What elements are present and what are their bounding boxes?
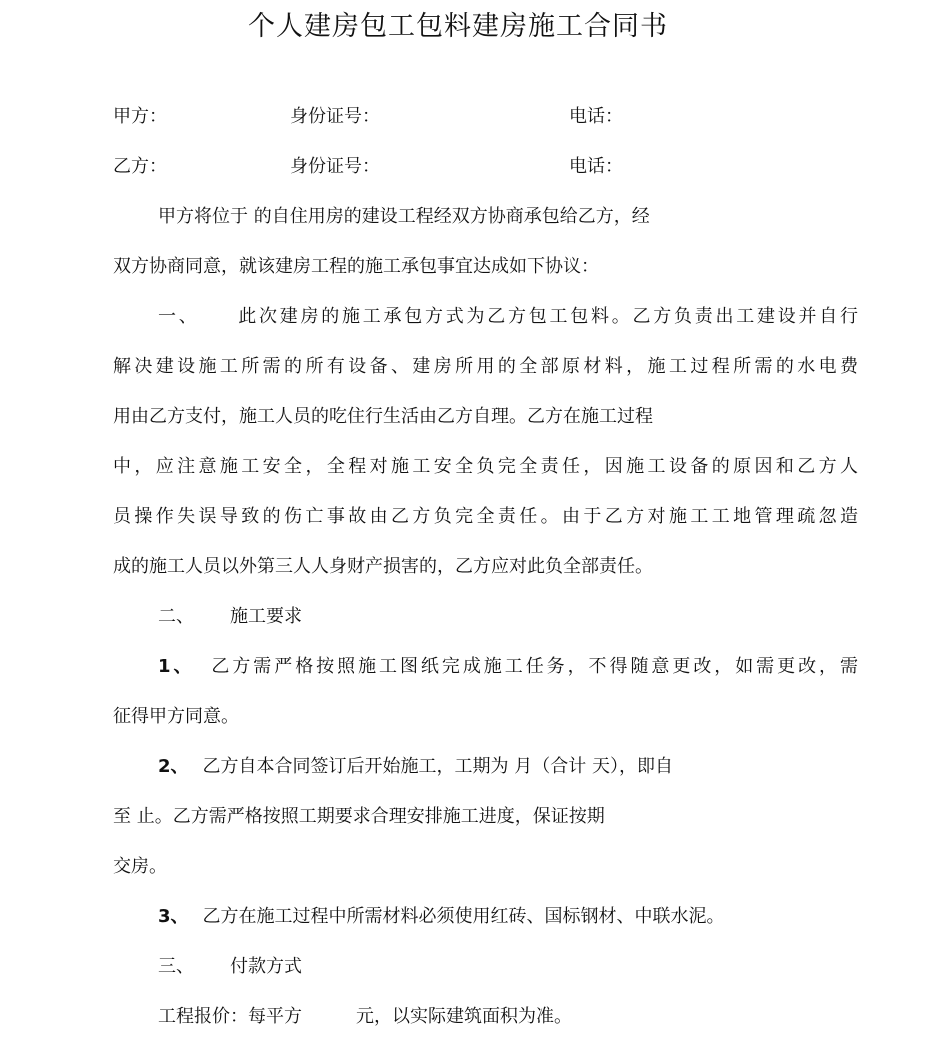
price-prefix: 工程报价：每平方 (158, 1006, 302, 1027)
section3-heading-line (158, 955, 302, 979)
item1-number: 1、 (158, 656, 195, 677)
section3-heading: 付款方式 (230, 956, 302, 977)
section1-line-1: 此次建房的施工承包方式为乙方包工包料。乙方负责出工建设并自行 (235, 306, 858, 327)
section1-line-6: 成的施工人员以外第三人人身财产损害的，乙方应对此负全部责任。 (113, 556, 653, 577)
party-a-phone-label: 电话： (569, 106, 623, 127)
section2-number: 二、 (158, 606, 194, 627)
section1-first-line (158, 305, 858, 329)
party-b-phone-label: 电话： (569, 156, 623, 177)
item2-first-line (158, 755, 673, 779)
section1-number: 一、 (158, 306, 200, 327)
section2-heading-line (158, 605, 302, 629)
section1-line-2: 解决建设施工所需的所有设备、建房所用的全部原材料，施工过程所需的水电费 (113, 356, 858, 377)
item1-line-2: 征得甲方同意。 (113, 706, 239, 727)
section1-line-3: 用由乙方支付，施工人员的吃住行生活由乙方自理。乙方在施工过程 (113, 406, 653, 427)
price-line (158, 1005, 572, 1029)
section2-heading: 施工要求 (230, 606, 302, 627)
document-title: 个人建房包工包料建房施工合同书 (248, 11, 668, 42)
item1-first-line (158, 655, 858, 679)
intro-line-1: 甲方将位于 的自住用房的建设工程经双方协商承包给乙方，经 (158, 206, 650, 227)
price-suffix: 元，以实际建筑面积为准。 (356, 1006, 572, 1027)
intro-line-2: 双方协商同意，就该建房工程的施工承包事宜达成如下协议： (113, 256, 599, 277)
section1-line-4: 中，应注意施工安全，全程对施工安全负完全责任，因施工设备的原因和乙方人 (113, 456, 858, 477)
item3-line (158, 905, 725, 929)
party-b-id-label: 身份证号： (290, 156, 380, 177)
party-b-row (113, 155, 813, 179)
section3-number: 三、 (158, 956, 194, 977)
item1-line-1: 乙方需严格按照施工图纸完成施工任务，不得随意更改，如需更改，需 (208, 656, 858, 677)
party-a-id-label: 身份证号： (290, 106, 380, 127)
item3-text: 乙方在施工过程中所需材料必须使用红砖、国标钢材、中联水泥。 (202, 906, 725, 927)
item2-line-3: 交房。 (113, 856, 167, 877)
item2-line-1: 乙方自本合同签订后开始施工，工期为 月（合计 天），即自 (202, 756, 673, 777)
party-a-label: 甲方： (113, 106, 167, 127)
item2-line-2: 至 止。乙方需严格按照工期要求合理安排施工进度，保证按期 (113, 806, 605, 827)
item3-number: 3、 (158, 906, 189, 927)
party-b-label: 乙方： (113, 156, 167, 177)
section1-line-5: 员操作失误导致的伤亡事故由乙方负完全责任。由于乙方对施工工地管理疏忽造 (113, 506, 858, 527)
item2-number: 2、 (158, 756, 189, 777)
party-a-row (113, 105, 813, 129)
